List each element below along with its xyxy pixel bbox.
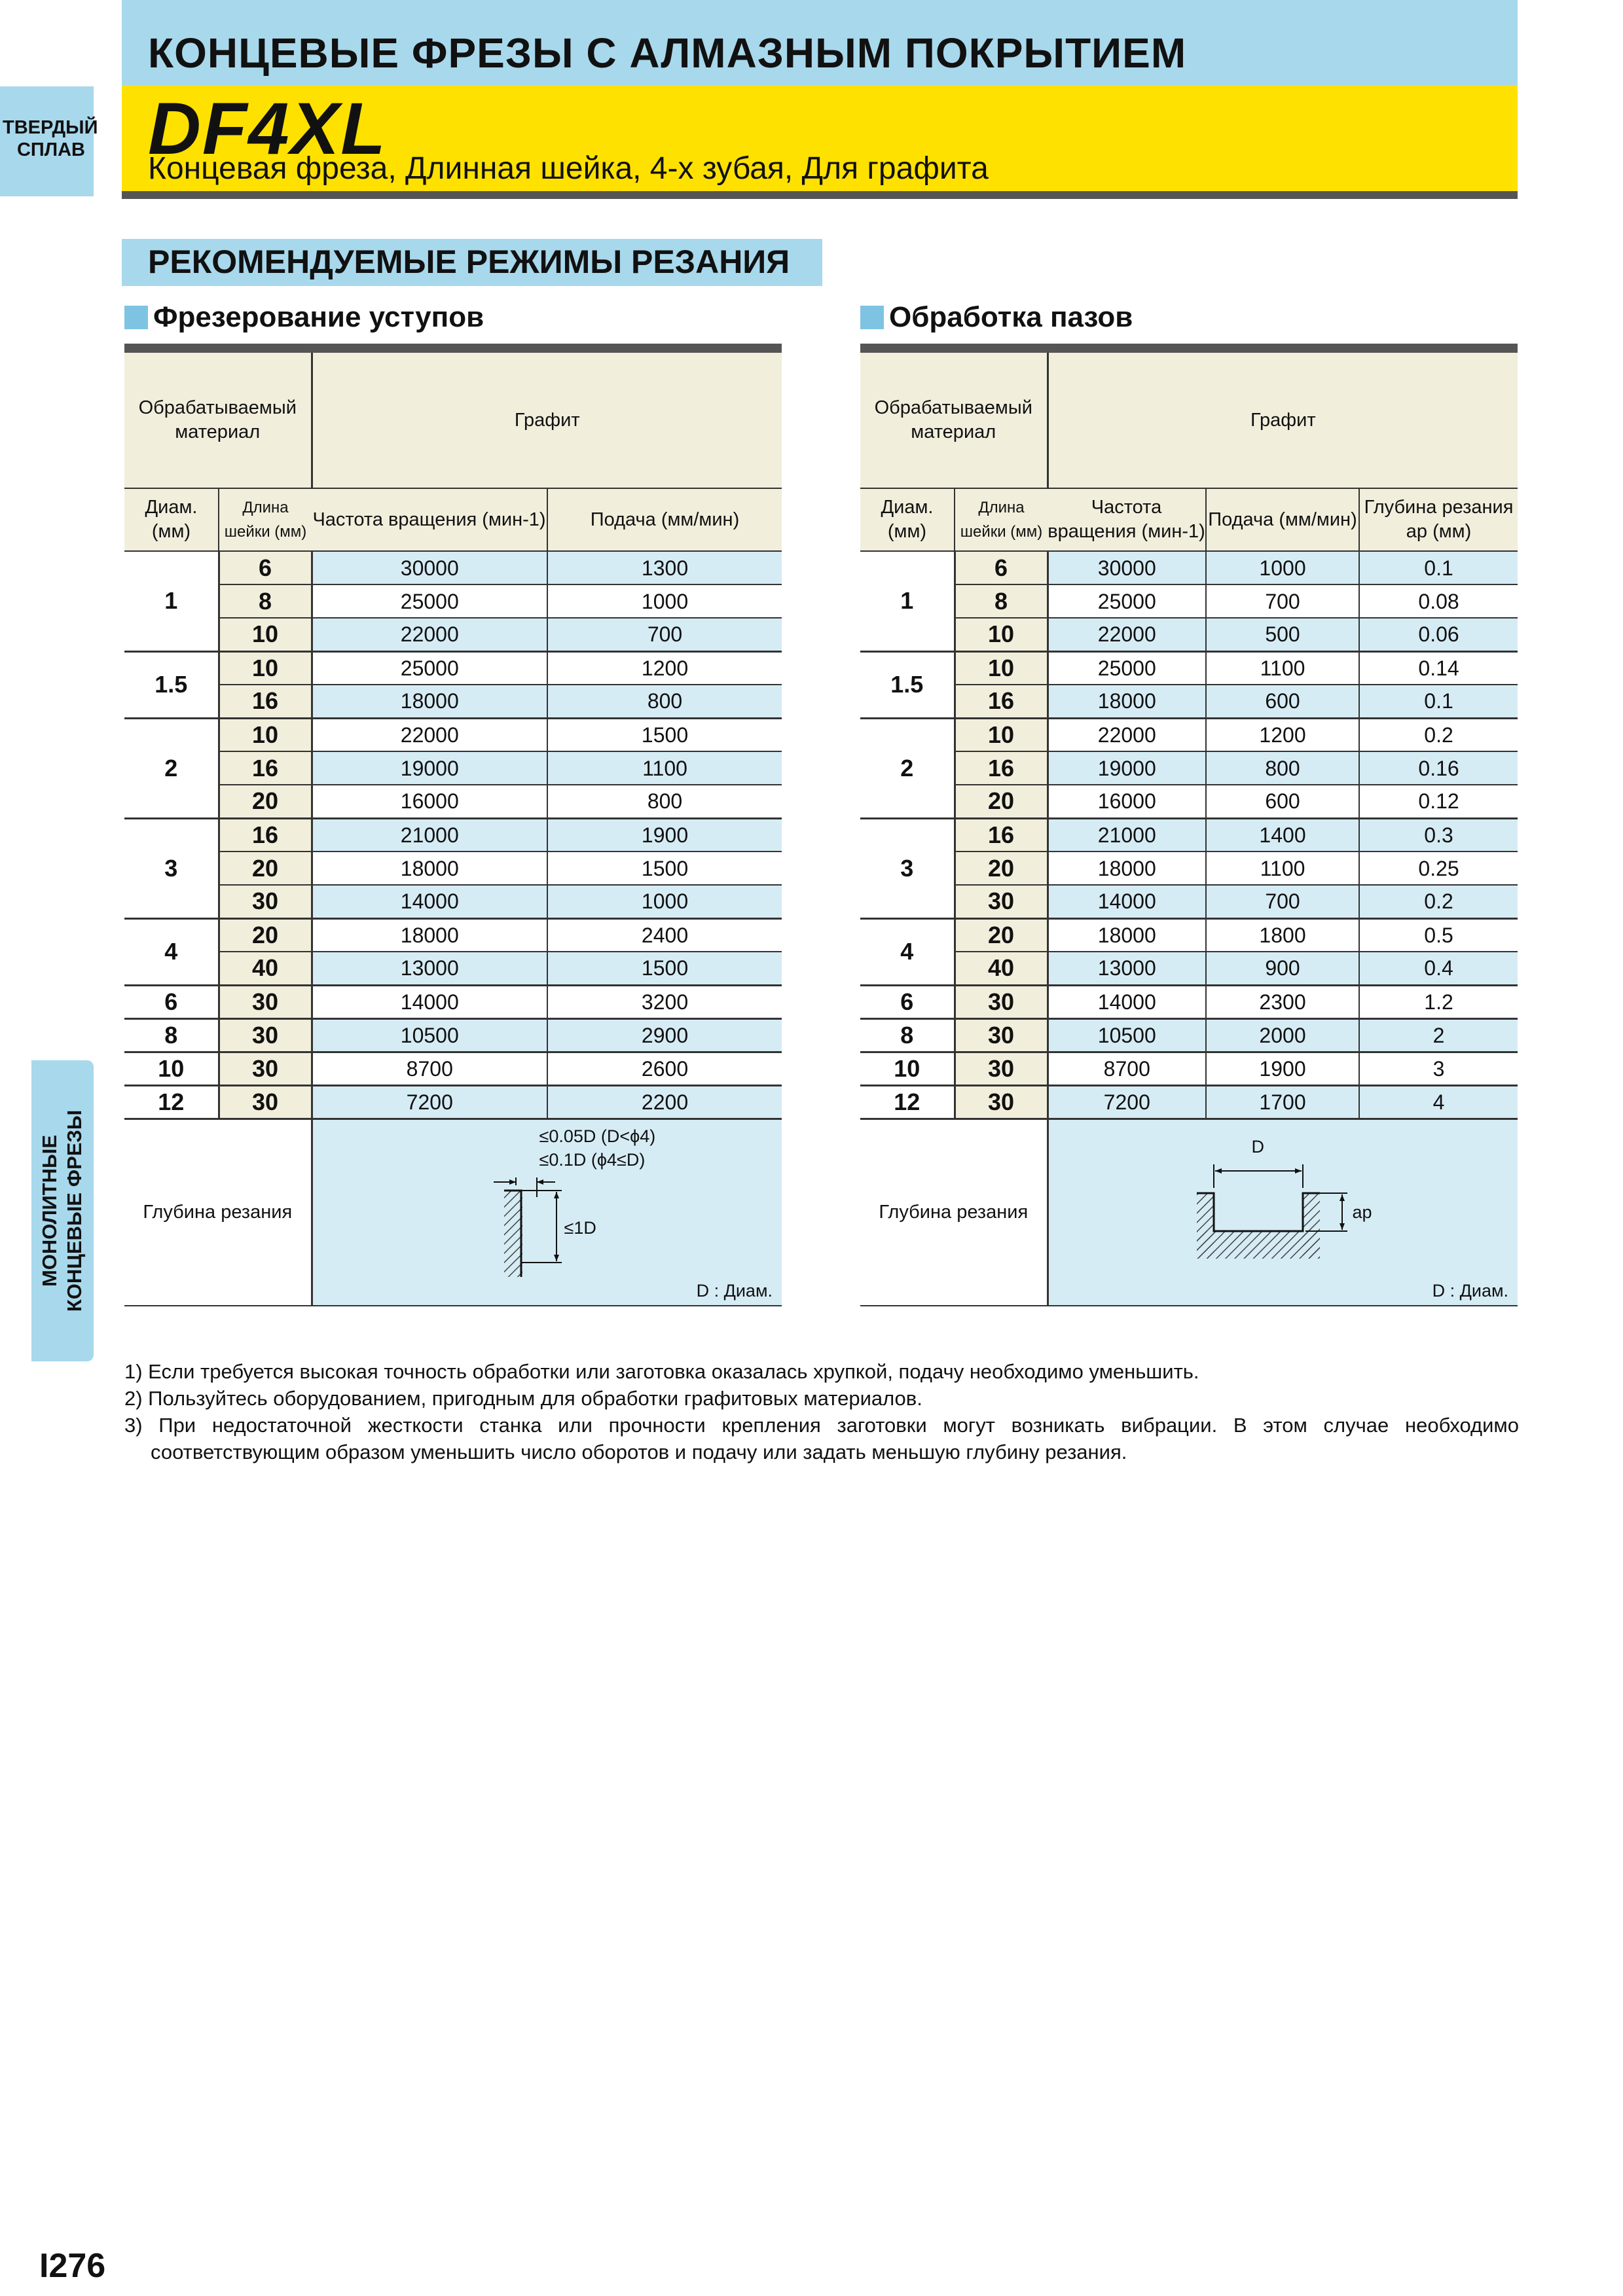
table-row <box>124 618 782 651</box>
col-len: Длина шейки (мм) <box>955 488 1048 551</box>
neck-length-cell: 30 <box>219 985 312 1018</box>
diam-cell: 3 <box>860 818 955 918</box>
table-row <box>124 584 782 618</box>
neck-length-cell: 10 <box>955 651 1048 685</box>
footnote-2: 2) Пользуйтесь оборудованием, пригодным для обработки графитовых материалов. <box>124 1387 922 1410</box>
ap-cell: 0.2 <box>1359 885 1518 918</box>
table-row <box>860 785 1518 818</box>
table-row <box>124 685 782 718</box>
diam-cell: 1 <box>124 551 219 651</box>
table-row <box>860 751 1518 785</box>
table-row <box>124 1085 782 1119</box>
depth-label: Глубина резания <box>124 1119 312 1306</box>
table-row <box>124 751 782 785</box>
ap-cell: 0.1 <box>1359 685 1518 718</box>
feed-cell: 700 <box>1206 885 1359 918</box>
feed-cell: 2300 <box>1206 985 1359 1018</box>
feed-cell: 600 <box>1206 685 1359 718</box>
neck-length-cell: 30 <box>955 885 1048 918</box>
rpm-cell: 7200 <box>312 1085 547 1119</box>
neck-length-cell: 30 <box>219 1085 312 1119</box>
table-row <box>124 718 782 751</box>
feed-cell: 800 <box>1206 751 1359 785</box>
rpm-cell: 14000 <box>312 885 547 918</box>
col-len: Длина шейки (мм) <box>219 488 312 551</box>
table-row <box>860 985 1518 1018</box>
feed-cell: 1700 <box>1206 1085 1359 1119</box>
neck-length-cell: 20 <box>219 785 312 818</box>
table-row <box>860 1085 1518 1119</box>
diam-note: D : Диам. <box>696 1281 773 1300</box>
rpm-cell: 16000 <box>1048 785 1206 818</box>
fig-d-label: D <box>1251 1136 1265 1157</box>
col-rpm: Частота вращения (мин-1) <box>1048 488 1206 551</box>
feed-cell: 1400 <box>1206 818 1359 852</box>
neck-length-cell: 16 <box>219 685 312 718</box>
neck-length-cell: 6 <box>955 551 1048 584</box>
slot-title: Обработка пазов <box>889 301 1133 333</box>
col-feed: Подача (мм/мин) <box>547 488 782 551</box>
table-row <box>860 952 1518 985</box>
slot-rows <box>860 551 1518 1119</box>
table-row <box>860 685 1518 718</box>
diam-cell: 2 <box>860 718 955 818</box>
depth-note-3: ≤1D <box>564 1217 596 1238</box>
table-row <box>860 551 1518 584</box>
feed-cell: 1100 <box>1206 651 1359 685</box>
diam-cell: 6 <box>124 985 219 1018</box>
rpm-cell: 21000 <box>1048 818 1206 852</box>
square-bullet-icon <box>860 306 884 329</box>
model-name: DF4XL <box>148 88 387 170</box>
model-subtitle: Концевая фреза, Длинная шейка, 4-х зубая, Для графита <box>148 151 989 186</box>
rpm-cell: 25000 <box>1048 651 1206 685</box>
material-value: Графит <box>1048 348 1518 488</box>
table-row <box>124 985 782 1018</box>
neck-length-cell: 30 <box>219 885 312 918</box>
diam-cell: 4 <box>124 918 219 985</box>
neck-length-cell: 30 <box>219 1018 312 1052</box>
neck-length-cell: 10 <box>219 651 312 685</box>
rpm-cell: 13000 <box>1048 952 1206 985</box>
diam-cell: 2 <box>124 718 219 818</box>
ap-cell: 2 <box>1359 1018 1518 1052</box>
table-row <box>860 918 1518 952</box>
table-row <box>860 1052 1518 1085</box>
table-row <box>860 852 1518 885</box>
table-row <box>860 885 1518 918</box>
diam-cell: 8 <box>124 1018 219 1052</box>
shoulder-heading <box>124 301 484 334</box>
rpm-cell: 22000 <box>1048 718 1206 751</box>
table-row <box>860 651 1518 685</box>
table-row <box>124 818 782 852</box>
neck-length-cell: 10 <box>955 618 1048 651</box>
feed-cell: 1900 <box>1206 1052 1359 1085</box>
rpm-cell: 8700 <box>1048 1052 1206 1085</box>
neck-length-cell: 40 <box>955 952 1048 985</box>
ap-cell: 0.3 <box>1359 818 1518 852</box>
rpm-cell: 22000 <box>312 718 547 751</box>
col-feed: Подача (мм/мин) <box>1206 488 1359 551</box>
neck-length-cell: 16 <box>955 751 1048 785</box>
ap-cell: 0.25 <box>1359 852 1518 885</box>
rpm-cell: 14000 <box>312 985 547 1018</box>
table-row <box>124 852 782 885</box>
rpm-cell: 22000 <box>1048 618 1206 651</box>
depth-note-2: ≤0.1D (ϕ4≤D) <box>539 1149 646 1170</box>
ap-cell: 0.06 <box>1359 618 1518 651</box>
feed-cell: 800 <box>547 685 782 718</box>
ap-cell: 3 <box>1359 1052 1518 1085</box>
rpm-cell: 25000 <box>312 651 547 685</box>
rpm-cell: 18000 <box>312 685 547 718</box>
rpm-cell: 22000 <box>312 618 547 651</box>
depth-figure <box>312 1119 782 1306</box>
neck-length-cell: 10 <box>219 718 312 751</box>
footnotes <box>124 1358 1519 1465</box>
feed-cell: 800 <box>547 785 782 818</box>
ap-cell: 0.12 <box>1359 785 1518 818</box>
feed-cell: 500 <box>1206 618 1359 651</box>
rpm-cell: 18000 <box>1048 685 1206 718</box>
rpm-cell: 25000 <box>1048 584 1206 618</box>
slot-table <box>860 344 1518 1306</box>
rpm-cell: 18000 <box>312 918 547 952</box>
slot-depth-diagram <box>1049 1120 1519 1307</box>
rpm-cell: 18000 <box>312 852 547 885</box>
page-title: КОНЦЕВЫЕ ФРЕЗЫ С АЛМАЗНЫМ ПОКРЫТИЕМ <box>148 29 1187 77</box>
rpm-cell: 14000 <box>1048 985 1206 1018</box>
feed-cell: 1900 <box>547 818 782 852</box>
col-diam: Диам. (мм) <box>124 488 219 551</box>
depth-note-1: ≤0.05D (D<ϕ4) <box>539 1126 656 1146</box>
neck-length-cell: 30 <box>955 1085 1048 1119</box>
rpm-cell: 7200 <box>1048 1085 1206 1119</box>
section-title: РЕКОМЕНДУЕМЫЕ РЕЖИМЫ РЕЗАНИЯ <box>148 243 790 280</box>
depth-label: Глубина резания <box>860 1119 1048 1306</box>
page-number: I276 <box>39 2247 106 2285</box>
feed-cell: 700 <box>547 618 782 651</box>
feed-cell: 1000 <box>547 584 782 618</box>
material-label: Обрабатываемый материал <box>860 348 1048 488</box>
fig-ap-label: ap <box>1352 1202 1372 1222</box>
ap-cell: 0.16 <box>1359 751 1518 785</box>
feed-cell: 1500 <box>547 718 782 751</box>
neck-length-cell: 30 <box>955 1018 1048 1052</box>
shoulder-title: Фрезерование уступов <box>153 301 484 333</box>
rpm-cell: 10500 <box>1048 1018 1206 1052</box>
feed-cell: 2200 <box>547 1085 782 1119</box>
table-row <box>124 918 782 952</box>
material-label: Обрабатываемый материал <box>124 348 312 488</box>
feed-cell: 1500 <box>547 852 782 885</box>
feed-cell: 2900 <box>547 1018 782 1052</box>
diam-cell: 4 <box>860 918 955 985</box>
col-depth: Глубина резания ap (мм) <box>1359 488 1518 551</box>
diam-cell: 6 <box>860 985 955 1018</box>
neck-length-cell: 6 <box>219 551 312 584</box>
feed-cell: 1100 <box>1206 852 1359 885</box>
diam-cell: 12 <box>124 1085 219 1119</box>
shoulder-rows <box>124 551 782 1119</box>
rpm-cell: 10500 <box>312 1018 547 1052</box>
depth-figure <box>1048 1119 1518 1306</box>
rpm-cell: 19000 <box>1048 751 1206 785</box>
table-row <box>124 651 782 685</box>
ap-cell: 4 <box>1359 1085 1518 1119</box>
rpm-cell: 18000 <box>1048 852 1206 885</box>
diam-cell: 1.5 <box>124 651 219 718</box>
feed-cell: 700 <box>1206 584 1359 618</box>
neck-length-cell: 20 <box>955 852 1048 885</box>
side-tab-carbide-label: ТВЕРДЫЙ СПЛАВ <box>3 117 98 160</box>
rpm-cell: 16000 <box>312 785 547 818</box>
shoulder-table <box>124 344 782 1306</box>
neck-length-cell: 20 <box>955 785 1048 818</box>
diam-cell: 1.5 <box>860 651 955 718</box>
feed-cell: 1500 <box>547 952 782 985</box>
feed-cell: 900 <box>1206 952 1359 985</box>
neck-length-cell: 10 <box>955 718 1048 751</box>
neck-length-cell: 8 <box>219 584 312 618</box>
neck-length-cell: 16 <box>955 685 1048 718</box>
square-bullet-icon <box>124 306 148 329</box>
rpm-cell: 8700 <box>312 1052 547 1085</box>
header-rule <box>122 191 1518 199</box>
neck-length-cell: 30 <box>219 1052 312 1085</box>
diam-cell: 10 <box>860 1052 955 1085</box>
neck-length-cell: 16 <box>955 818 1048 852</box>
feed-cell: 2400 <box>547 918 782 952</box>
neck-length-cell: 30 <box>955 985 1048 1018</box>
diam-note: D : Диам. <box>1432 1281 1509 1300</box>
table-row <box>124 885 782 918</box>
neck-length-cell: 10 <box>219 618 312 651</box>
rpm-cell: 14000 <box>1048 885 1206 918</box>
rpm-cell: 18000 <box>1048 918 1206 952</box>
feed-cell: 1300 <box>547 551 782 584</box>
neck-length-cell: 30 <box>955 1052 1048 1085</box>
table-row <box>860 818 1518 852</box>
table-row <box>124 952 782 985</box>
table-row <box>860 618 1518 651</box>
feed-cell: 3200 <box>547 985 782 1018</box>
rpm-cell: 19000 <box>312 751 547 785</box>
diam-cell: 12 <box>860 1085 955 1119</box>
ap-cell: 0.14 <box>1359 651 1518 685</box>
table-row <box>124 785 782 818</box>
table-row <box>860 584 1518 618</box>
col-diam: Диам. (мм) <box>860 488 955 551</box>
table-row <box>860 1018 1518 1052</box>
neck-length-cell: 16 <box>219 818 312 852</box>
neck-length-cell: 20 <box>219 918 312 952</box>
rpm-cell: 21000 <box>312 818 547 852</box>
feed-cell: 600 <box>1206 785 1359 818</box>
shoulder-depth-diagram <box>313 1120 783 1307</box>
feed-cell: 2600 <box>547 1052 782 1085</box>
ap-cell: 0.08 <box>1359 584 1518 618</box>
feed-cell: 1000 <box>547 885 782 918</box>
ap-cell: 1.2 <box>1359 985 1518 1018</box>
ap-cell: 0.4 <box>1359 952 1518 985</box>
ap-cell: 0.1 <box>1359 551 1518 584</box>
neck-length-cell: 20 <box>955 918 1048 952</box>
footnote-3: 3) При недостаточной жесткости станка или прочности крепления заготовки могут возникать вибрации. В этом случае необходимо соответствующим образом уменьшить число оборотов и подачу или задать меньшую глубину резания. <box>124 1414 1519 1463</box>
feed-cell: 1100 <box>547 751 782 785</box>
footnote-1: 1) Если требуется высокая точность обработки или заготовка оказалась хрупкой, подачу необходимо уменьшить. <box>124 1360 1199 1383</box>
feed-cell: 1800 <box>1206 918 1359 952</box>
table-row <box>860 718 1518 751</box>
feed-cell: 2000 <box>1206 1018 1359 1052</box>
rpm-cell: 25000 <box>312 584 547 618</box>
material-value: Графит <box>312 348 782 488</box>
neck-length-cell: 40 <box>219 952 312 985</box>
feed-cell: 1200 <box>1206 718 1359 751</box>
rpm-cell: 30000 <box>312 551 547 584</box>
neck-length-cell: 8 <box>955 584 1048 618</box>
table-row <box>124 551 782 584</box>
table-row <box>124 1018 782 1052</box>
slot-heading <box>860 301 1133 334</box>
col-rpm: Частота вращения (мин-1) <box>312 488 547 551</box>
neck-length-cell: 16 <box>219 751 312 785</box>
neck-length-cell: 20 <box>219 852 312 885</box>
rpm-cell: 13000 <box>312 952 547 985</box>
diam-cell: 10 <box>124 1052 219 1085</box>
feed-cell: 1200 <box>547 651 782 685</box>
ap-cell: 0.2 <box>1359 718 1518 751</box>
side-tab-solid-endmills-label: МОНОЛИТНЫЕ КОНЦЕВЫЕ ФРЕЗЫ <box>38 1109 86 1312</box>
diam-cell: 8 <box>860 1018 955 1052</box>
table-row <box>124 1052 782 1085</box>
rpm-cell: 30000 <box>1048 551 1206 584</box>
diam-cell: 3 <box>124 818 219 918</box>
diam-cell: 1 <box>860 551 955 651</box>
ap-cell: 0.5 <box>1359 918 1518 952</box>
feed-cell: 1000 <box>1206 551 1359 584</box>
